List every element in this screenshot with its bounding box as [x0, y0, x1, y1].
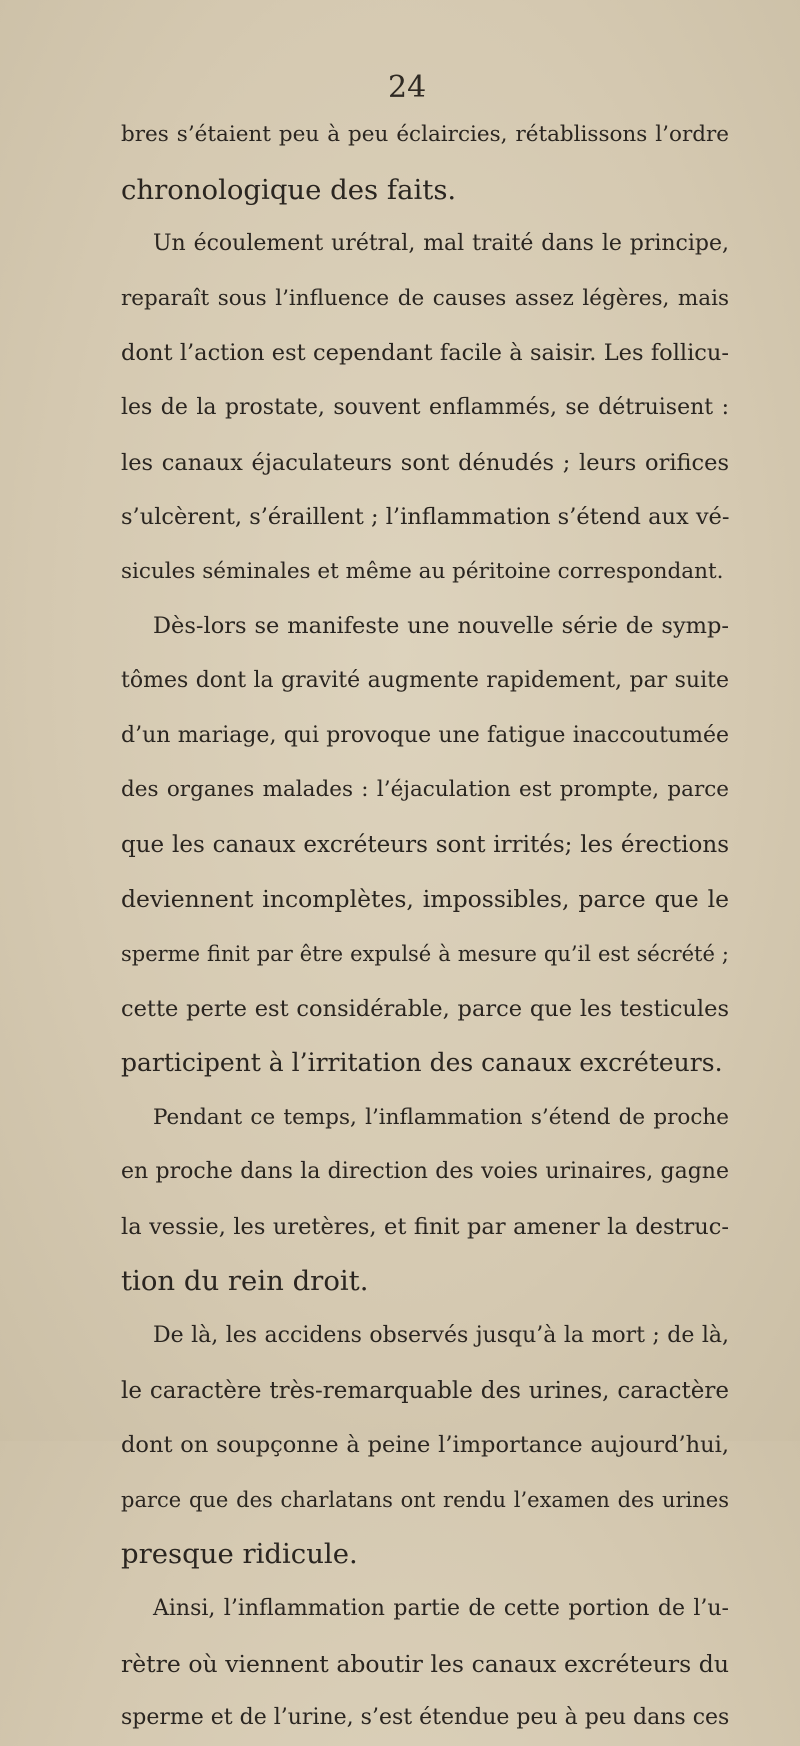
text-line: sicules séminales et même au péritoine correspondant.: [121, 558, 724, 584]
text-line: dont on soupçonne à peine l’importance aujourd’hui,: [121, 1432, 729, 1459]
text-line: sperme finit par être expulsé à mesure qu’il est sécrété ;: [121, 941, 729, 966]
text-line: De là, les accidens observés jusqu’à la mort ; de là,: [153, 1323, 729, 1349]
text-line: le caractère très-remarquable des urines, caractère: [121, 1377, 729, 1404]
text-line: Un écoulement urétral, mal traité dans le principe,: [153, 231, 729, 257]
text-line: parce que des charlatans ont rendu l’examen des urines: [121, 1487, 729, 1512]
text-line: tômes dont la gravité augmente rapidement, par suite: [121, 667, 729, 693]
page-number: 24: [388, 70, 427, 105]
text-line: la vessie, les uretères, et finit par amener la destruc-: [121, 1213, 729, 1240]
text-line: Ainsi, l’inflammation partie de cette portion de l’u-: [153, 1596, 729, 1622]
text-line: les canaux éjaculateurs sont dénudés ; leurs orifices: [121, 449, 729, 476]
text-line: Dès-lors se manifeste une nouvelle série de symp-: [153, 613, 729, 640]
text-line: sperme et de l’urine, s’est étendue peu à peu dans ces: [121, 1705, 730, 1731]
text-line: reparaît sous l’influence de causes assez légères, mais: [121, 285, 729, 311]
text-line: participent à l’irritation des canaux excréteurs.: [121, 1048, 723, 1078]
text-line: cette perte est considérable, parce que les testicules: [121, 995, 729, 1022]
text-line: s’ulcèrent, s’éraillent ; l’inflammation s’étend aux vé-: [121, 504, 730, 531]
body-text: [121, 108, 729, 1746]
text-line: dont l’action est cependant facile à saisir. Les follicu-: [121, 340, 729, 367]
text-line: chronologique des faits.: [121, 173, 457, 206]
text-line: Pendant ce temps, l’inflammation s’étend de proche: [153, 1104, 729, 1130]
text-line: des organes malades : l’éjaculation est prompte, parce: [121, 777, 729, 803]
text-line: rètre où viennent aboutir les canaux excréteurs du: [121, 1649, 729, 1678]
text-line: en proche dans la direction des voies urinaires, gagne: [121, 1159, 729, 1185]
text-line: d’un mariage, qui provoque une fatigue inaccoutumée: [121, 722, 729, 748]
text-line: tion du rein droit.: [121, 1265, 369, 1298]
text-line: bres s’étaient peu à peu éclaircies, rétablissons l’ordre: [121, 122, 729, 147]
text-line: presque ridicule.: [121, 1538, 358, 1571]
text-line: deviennent incomplètes, impossibles, parce que le: [121, 885, 729, 914]
text-line: que les canaux excréteurs sont irrités; les érections: [121, 831, 729, 858]
text-line: les de la prostate, souvent enflammés, se détruisent :: [121, 394, 729, 420]
